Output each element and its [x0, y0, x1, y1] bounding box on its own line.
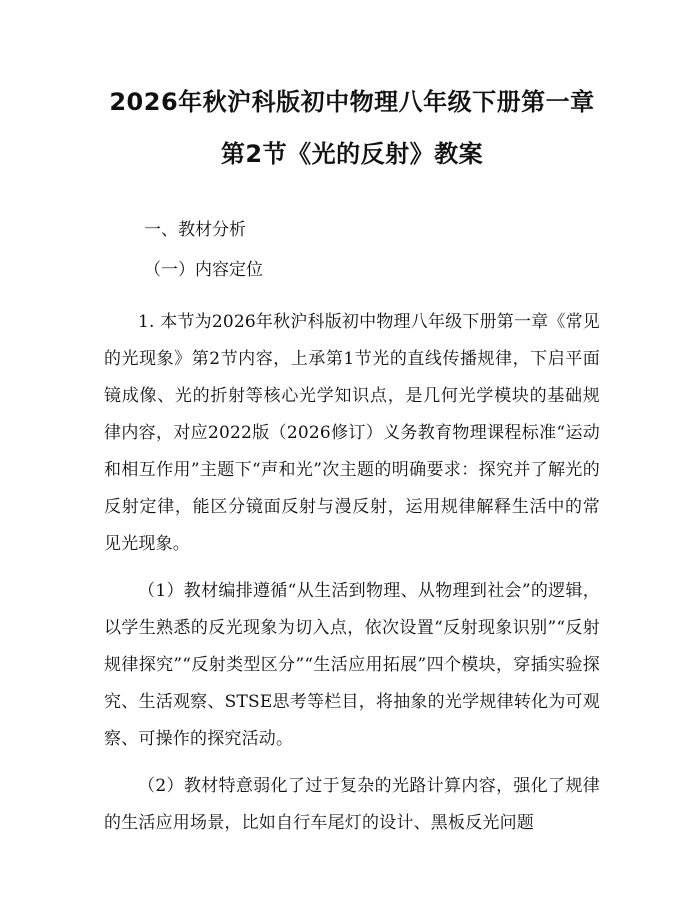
document-title-line-1: 2026年秋沪科版初中物理八年级下册第一章: [109, 88, 595, 116]
section-heading: 一、教材分析: [144, 220, 246, 240]
subsection-heading: （一）内容定位: [144, 260, 263, 280]
document-title-line-2: 第2节《光的反射》教案: [220, 140, 484, 168]
paragraph-textbook-arrangement: （1）教材编排遵循“从生活到物理、从物理到社会”的逻辑，以学生熟悉的反光现象为切入点，依次设置“反射现象识别”“反射规律探究”“反射类型区分”“生活应用拓展”四个模块，穿插实验探究、生活观察、STSE思考等栏目，将抽象的光学规律转化为可观察、可操作的探究活动。: [104, 581, 600, 749]
paragraph-textbook-emphasis: （2）教材特意弱化了过于复杂的光路计算内容，强化了规律的生活应用场景，比如自行车尾灯的设计、黑板反光问题: [104, 776, 600, 833]
paragraph-content-positioning: 1. 本节为2026年秋沪科版初中物理八年级下册第一章《常见的光现象》第2节内容，上承第1节光的直线传播规律，下启平面镜成像、光的折射等核心光学知识点，是几何光学模块的基础规律内容，对应2022版（2026修订）义务教育物理课程标准“运动和相互作用”主题下“声和光”次主题的明确要求：探究并了解光的反射定律，能区分镜面反射与漫反射，运用规律解释生活中的常见光现象。: [104, 312, 600, 554]
